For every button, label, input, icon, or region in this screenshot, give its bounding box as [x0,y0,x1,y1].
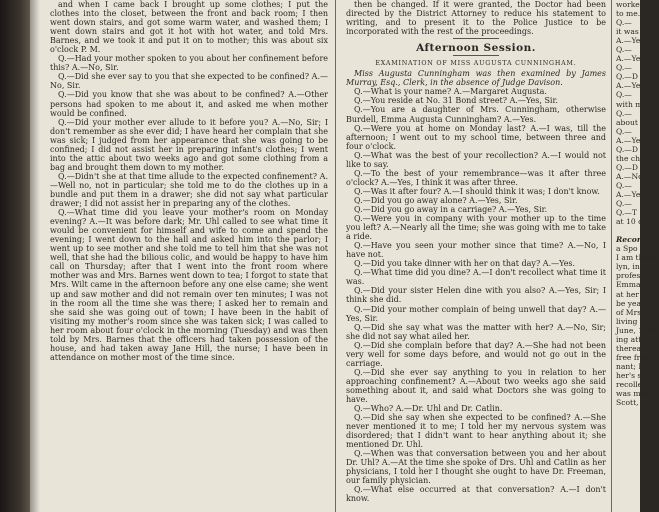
paragraph: Q.—Did you know that she was about to be confined? A.—Other persons had spoken to me about it, and asked me when mother would be confined. [50,90,328,118]
paragraph: Q.—Did she say when she expected to be confined? A.—She never mentioned it to me; I told her my nervous system was disordered; that I didn't want to hear anything about it; she mentioned Dr. Uhl. [346,413,606,450]
text-line: at 10 o' [616,217,645,227]
paragraph: Q.—Did you go away alone? A.—Yes, Sir. [354,195,518,205]
paragraph: Q.—Did she complain before that day? A.—She had not been very well for some days before, and would not go out in the carriage. [346,340,606,368]
text-line: the child [616,153,650,163]
paragraph: Q.—Who? A.—Dr. Uhl and Dr. Catlin. [354,404,503,414]
paragraph: Q.—Did your sister Helen dine with you also? A.—Yes, Sir; I think she did. [346,286,606,305]
text-line: Q.— [616,90,632,100]
text-line: a Spo [616,244,638,254]
text-line: A.—Yes [616,81,645,91]
paragraph: Q.—Did she ever say to you that she expected to be confined? A.—No, Sir. [50,72,328,91]
paragraph: Q.—What was the best of your recollection? A.—I would not like to say. [346,150,606,169]
text-line: recollecti [616,379,653,389]
column-rule [611,0,612,512]
section-subheading: EXAMINATION OF MISS AUGUSTA CUNNINGHAM. [375,60,577,68]
text-line: nant; I h [616,361,649,371]
text-line: be years [616,298,649,308]
book-binding [0,0,34,512]
text-line: lyn, in C [616,262,648,272]
column-left [50,0,328,512]
text-line: I am thirty [616,253,657,263]
text-line [616,226,646,235]
text-line: her's sense [616,370,659,380]
paragraph: Q.—What time did you dine? A.—I don't recollect what time it was. [346,268,606,287]
text-line: A.—Yes [616,54,645,64]
text-line: Q.—D [616,72,638,82]
paragraph: Q.—You reside at No. 31 Bond street? A.—Yes, Sir. [354,96,558,106]
column-rule [335,0,336,512]
paragraph: Q.—Did your mother complain of being unwell that day? A.—Yes, Sir. [346,304,606,323]
text-line: to me. [616,9,641,19]
text-line: Q.— [616,180,632,190]
text-line: Q.— [616,63,632,73]
text-line: living tog [616,316,653,326]
paragraph: Q.—Did your mother ever allude to it before you? A.—No, Sir; I don't remember as she ever did; I have heard her complain that she was sick; I judged from her appearance that she was going to be confined; I did not assist her in preparing infant's clothes; I went into the attic about two weeks ago and got some clothing from a bag and brought them down to my mother. [50,117,328,172]
text-line: Emma Aug [616,280,659,290]
text-line: June, 1855 [616,325,658,335]
paragraph: Q.—Did you take dinner with her on that day? A.—Yes. [354,259,576,269]
text-line: Q.— [616,199,632,209]
paragraph: Q.—To the best of your remembrance—was it after three o'clock? A.—Yes, I think it was after three. [346,168,606,187]
text-line: about [616,117,638,127]
text-line: Record [616,235,647,245]
paragraph: Q.—Did she ever say anything to you in relation to her approaching confinement? A.—About two weeks ago she said something about it, and said what Doctors she was going to have. [346,367,606,404]
text-line: Q.— [616,45,632,55]
text-line: thereafter [616,343,656,353]
text-line: Q.—D [616,162,638,172]
paragraph: Q.—What time did you leave your mother's room on Monday evening? A.—It was before dark; Mr. Uhl called to see what time it would be convenient for himself and wife to come and spend the evening; I went down to the hall and asked him into the parlor; I went up to see mother and she told me to tell him that she was not well, that she had the bilious colic, and would be happy to have him call on Thursday; after that I went into the front room where mother was and Mrs. Barnes went down to tea; I forgot to state that Mrs. Wilt came in the afternoon before any one else came; she went up and saw mother and did not remain over ten minutes; I was not in the room all the time she was there; I asked her to remain and she said she was going out of town; I have been in the habit of visiting my mother's room since she was taken sick; I was called to her room about four o'clock in the morning (Tuesday) and was then told by Mrs. Barnes that the officers had taken possession of the house, and had taken away Jane Hill, the nurse; I have been in attendance on mother most of the time since. [50,208,328,362]
paragraph: Q.—You are a daughter of Mrs. Cunningham, otherwise Burdell, Emma Augusta Cunningham? A.—Yes. [346,105,606,124]
newspaper-page [30,0,659,512]
paragraph: Q.—Did she say what was the matter with her? A.—No, Sir; she did not say what ailed her. [346,322,606,341]
text-line: at her rec [616,289,654,299]
paragraph: Q.—Had your mother spoken to you about her confinement before this? A.—No, Sir. [50,54,328,73]
text-line: Q.— [616,18,632,28]
text-line: A.—Yes [616,189,645,199]
column-right-cropped [616,0,659,512]
text-line: of Mrs. C [616,307,652,317]
text-line: free from [616,352,653,362]
text-line: A.—Yes [616,36,645,46]
paragraph: Q.—Was it after four? A.—I should think it was; I don't know. [354,186,600,196]
paragraph: Q.—Were you at home on Monday last? A.—I was, till the afternoon; I went out to my school time, between three and four o'clock. [346,123,606,151]
text-line: A.—Yes [616,135,645,145]
column-middle [346,0,606,512]
text-line: A.—No [616,171,643,181]
paragraph: Q.—Did you go away in a carriage? A.—Yes, Sir. [354,204,548,214]
text-line: ing attend [616,334,656,344]
paragraph: Q.—Didn't she at that time allude to the expected confinement? A.—Well no, not in particular; she told me to do the clothes up in a bundle and put them in a drawer; she did not say what particular drawer; I did not assist her in preparing any of the clothes. [50,171,328,209]
text-line: Scott, [616,398,639,408]
section-divider [453,38,499,39]
paragraph: Q.—What is your name? A.—Margaret Augusta. [354,87,547,97]
paragraph: Miss Augusta Cunningham was then examined by James Murray, Esq., Clerk, in the absence of Judge Davison. [346,69,606,88]
text-line: Q.—D [616,144,638,154]
text-line: was mar [616,389,649,399]
text-line: Q.— [616,126,632,136]
text-line: Q.—T [616,208,637,218]
text-line: Q.— [616,108,632,118]
text-line: it was [616,27,639,37]
paragraph: Q.—What else occurred at that conversation? A.—I don't know. [346,485,606,504]
paragraph: Q.—Have you seen your mother since that time? A.—No, I have not. [346,241,606,260]
text-line: with me [616,99,647,109]
paragraph: Q.—When was that conversation between you and her about Dr. Uhl? A.—At the time she spoke of Drs. Uhl and Catlin as her physicians, I told her I thought she ought to have Dr. Freeman, our family physician. [346,449,606,486]
text-line: worked up [616,0,657,9]
paragraph: Q.—Were you in company with your mother up to the time you left? A.—Nearly all the time; she was going with me to take a ride. [346,214,606,242]
paragraph: and when I came back I brought up some clothes; I put the clothes into the closet, between the front and back room; I then went down stairs, and got some warm water, and washed them; I went down stairs and got it hot with hot water, and told Mrs. Barnes, and we took it and put it on to mother; this was about six o'clock P. M. [50,0,328,55]
section-heading: Afternoon Session. [416,42,536,55]
section-divider [453,55,499,56]
paragraph: then be changed. If it were granted, the Doctor had been directed by the District Attorney to reduce his statement to writing, and to present it to the Police Justice to be incorporated with the rest of the proceedings. [346,0,606,37]
text-line: profession [616,271,657,281]
gutter-shadow [30,0,40,512]
